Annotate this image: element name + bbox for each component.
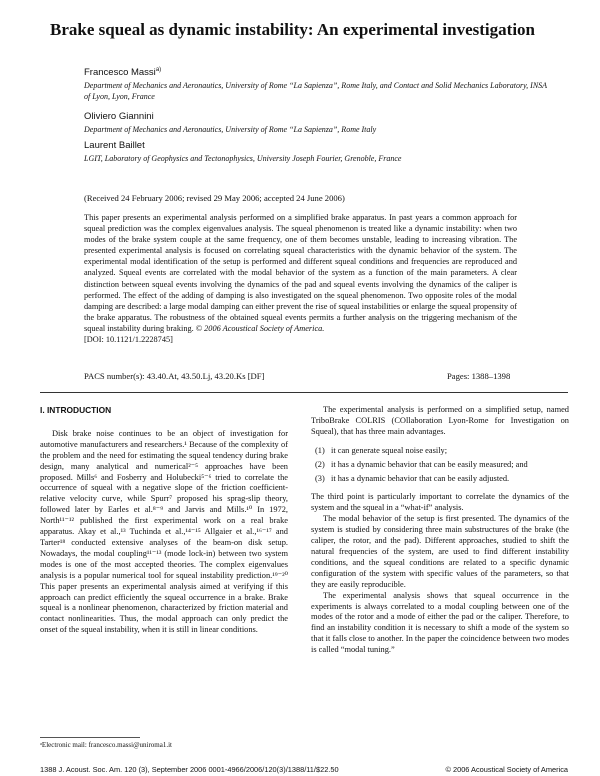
body-paragraph: The modal behavior of the setup is first presented. The dynamics of the system is studied by considering three main substructures of the brake (the caliper, the rotor, and the pad). Different approaches, studied to shift the natural frequencies of the system, are used to find different instability conditions, and the squeal conditions are related to a specific dynamic configuration of the system with specific values of the parameters, so that they are easily reproducible.: [311, 514, 569, 589]
received-dates: (Received 24 February 2006; revised 29 May 2006; accepted 24 June 2006): [84, 193, 345, 203]
list-item-text: it has a dynamic behavior that can be easily adjusted.: [331, 473, 510, 483]
list-item-number: (3): [315, 473, 325, 483]
page-footer: [40, 765, 568, 774]
paper-title: Brake squeal as dynamic instability: An experimental investigation: [50, 20, 535, 39]
author-affiliation: Department of Mechanics and Aeronautics, University of Rome “La Sapienza”, Rome Italy: [84, 125, 377, 134]
advantages-list: [311, 446, 569, 485]
author-affiliation: LGIT, Laboratory of Geophysics and Tectonophysics, University Joseph Fourier, Grenoble, France: [84, 154, 402, 163]
abstract-doi: [DOI: 10.1121/1.2228745]: [84, 335, 173, 345]
list-item: [311, 474, 569, 485]
body-paragraph: The experimental analysis shows that squeal occurrence in the experiments is always correlated to a modal coupling between one of the modes of the rotor and a mode of either the pad or the caliper. Therefore, to find an instability condition it is necessary to shift a mode of the system so that it falls close to another. In the paper the coincidence between two modes is called “modal tuning.”: [311, 590, 569, 655]
list-item-text: it can generate squeal noise easily;: [331, 445, 448, 455]
author-name-text: Francesco Massi: [84, 67, 156, 79]
body-paragraph: The third point is particularly important to correlate the dynamics of the system and the squeal in a “what-if” analysis.: [311, 492, 569, 513]
abstract: [84, 212, 517, 345]
section-heading: [40, 405, 288, 416]
footer-journal-info: 1388 J. Acoust. Soc. Am. 120 (3), September 2006 0001-4966/2006/120(3)/1388/11/$22.50: [40, 765, 339, 774]
author-name: [84, 111, 154, 122]
author-name: [84, 67, 161, 78]
body-paragraph: Disk brake noise continues to be an object of investigation for automotive manufacturers and researchers.¹ Because of the complexity of the problem and the need for estimating the squeal tendency during brake design, many analytical and numerical²⁻⁵ approaches have been proposed. Mills⁶ and Fosberry and Holubecki⁵⁻⁶ tried to correlate the occurrence of squeal with a negative slope of the friction coefficient-relative velocity curve, while Spurr⁷ proposed his sprag-slip theory, followed later by Earles et al.⁸⁻⁹ and Jarvis and Mills.¹⁰ In 1972, North¹¹⁻¹² published the first experimental work on a real brake apparatus. Akay et al.,¹³ Tuchinda et al.,¹⁴⁻¹⁵ Allgaier et al.,¹⁶⁻¹⁷ and Tarter¹⁸ conducted extensive analyses of the beam-on disk setup. Nowadays, the modal coupling¹¹⁻¹³ (mode lock-in) between two system modes is one of the most accepted theories. The complex eigenvalues analysis is a popular numerical tool for squeal instability prediction.¹⁹⁻²⁰ This paper presents an experimental analysis aimed at verifying if this approach can predict efficiently the squeal occurrence in a brake. Brake squeal is a nonlinear phenomenon, characterized by friction material and contact nonlinearities. Thus, the modal approach can only predict the onset of the squeal instability, when it is still in linear conditions.: [40, 428, 288, 635]
abstract-text: This paper presents an experimental analysis performed on a simplified brake apparatus. In past years a common approach for squeal prediction was the complex eigenvalues analysis. The squeal phenomenon is treated like a dynamic instability: when two modes of the brake system couple at the same frequency, one of them becomes unstable, leading to increasing vibration. The presented experimental analysis is focused on correlating squeal characteristics with the dynamic behavior of the system. The experimental modal identification of the setup is performed and different squeal conditions and frequencies are reproduced and analyzed. Squeal events are correlated with the modal behavior of the system as a function of the main parameters. A clear distinction between squeal events involving the dynamics of the pad and squeal events involving the dynamics of the caliper is performed. The effect of the adding of damping is also investigated on the squeal phenomenon. Two opposite roles of the modal damping are described: a large modal damping can either prevent the rise of squeal instabilities or enlarge the squeal propensity of the brake apparatus. The robustness of the obtained squeal events permits a further analysis on the triggering mechanism of the squeal instability during braking.: [84, 213, 517, 333]
list-item: [311, 460, 569, 471]
footnote-divider: [40, 737, 140, 738]
section-number: I.: [40, 405, 45, 415]
section-title: INTRODUCTION: [46, 405, 112, 415]
author-superscript: a): [155, 67, 162, 73]
right-column: [311, 405, 569, 656]
list-item-text: it has a dynamic behavior that can be easily measured; and: [331, 459, 528, 469]
author-affiliation: Department of Mechanics and Aeronautics, University of Rome “La Sapienza”, Rome Italy, and Contact and Solid Mechanics Laboratory, INSA of Lyon, Lyon, France: [84, 81, 547, 101]
page-range: Pages: 1388–1398: [447, 371, 511, 381]
author-name: [84, 140, 145, 151]
footer-copyright: © 2006 Acoustical Society of America: [445, 765, 568, 774]
abstract-copyright: © 2006 Acoustical Society of America.: [195, 323, 325, 333]
footnote: ᵃElectronic mail: francesco.massi@uniroma1.it: [40, 741, 172, 749]
body-paragraph: The experimental analysis is performed on a simplified setup, named TriboBrake COLRIS (COllaboration Lyon-Rome for Investigation on Squeal), that has three main advantages.: [311, 405, 569, 436]
list-item-number: (2): [315, 459, 325, 469]
author-name-text: Laurent Baillet: [84, 140, 145, 151]
author-name-text: Oliviero Giannini: [84, 111, 154, 122]
section-divider: [40, 392, 568, 393]
list-item: [311, 446, 569, 457]
list-item-number: (1): [315, 445, 325, 455]
left-column: [40, 405, 288, 636]
pacs-numbers: PACS number(s): 43.40.At, 43.50.Lj, 43.20.Ks [DF]: [84, 371, 265, 381]
